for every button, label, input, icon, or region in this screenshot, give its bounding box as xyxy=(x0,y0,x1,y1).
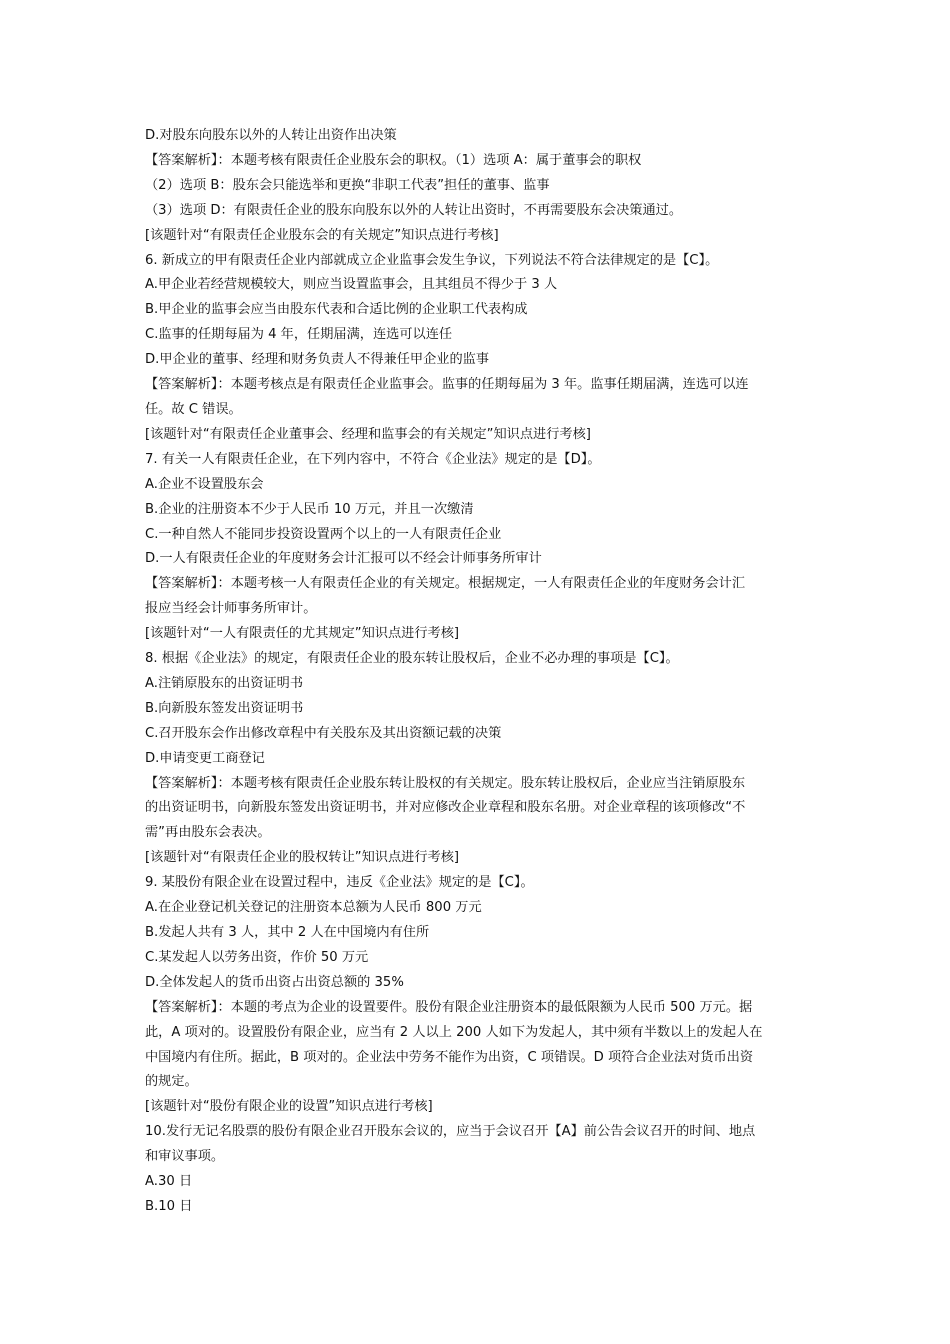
option-line: D.甲企业的董事、经理和财务负责人不得兼任甲企业的监事 xyxy=(145,352,490,368)
option-line: D.申请变更工商登记 xyxy=(145,750,265,766)
option-line: A.甲企业若经营规模较大，则应当设置监事会，且其组员不得少于 3 人 xyxy=(145,277,558,293)
document-body xyxy=(145,124,815,1220)
answer-explanation: 的规定。 xyxy=(145,1074,198,1090)
knowledge-point-note: [该题针对“有限责任企业股东会的有关规定”知识点进行考核] xyxy=(145,227,499,243)
answer-explanation: （2）选项 B：股东会只能选举和更换“非职工代表”担任的董事、监事 xyxy=(145,177,550,193)
answer-explanation: 中国境内有住所。据此，B 项对的。企业法中劳务不能作为出资，C 项错误。D 项符合企业法对货币出资 xyxy=(145,1049,754,1065)
question-10: 10.发行无记名股票的股份有限企业召开股东会议的，应当于会议召开【A】前公告会议召开的时间、地点 xyxy=(145,1124,756,1140)
option-line: C.某发起人以劳务出资，作价 50 万元 xyxy=(145,949,369,965)
option-line: A.30 日 xyxy=(145,1174,193,1190)
answer-explanation: 需”再由股东会表决。 xyxy=(145,825,271,841)
answer-explanation: 【答案解析】：本题考核点是有限责任企业监事会。监事的任期每届为 3 年。监事任期届满，连选可以连 xyxy=(145,377,749,393)
answer-explanation: 【答案解析】：本题考核有限责任企业股东转让股权的有关规定。股东转让股权后，企业应当注销原股东 xyxy=(145,775,746,791)
option-line: A.注销原股东的出资证明书 xyxy=(145,675,304,691)
knowledge-point-note: [该题针对“股份有限企业的设置”知识点进行考核] xyxy=(145,1099,433,1115)
option-line: B.发起人共有 3 人，其中 2 人在中国境内有住所 xyxy=(145,925,430,940)
option-line: B.向新股东签发出资证明书 xyxy=(145,700,304,716)
question-8: 8. 根据《企业法》的规定，有限责任企业的股东转让股权后，企业不必办理的事项是【C】。 xyxy=(145,651,679,667)
option-line: C.监事的任期每届为 4 年，任期届满，连选可以连任 xyxy=(145,327,453,343)
answer-explanation: （3）选项 D：有限责任企业的股东向股东以外的人转让出资时，不再需要股东会决策通过。 xyxy=(145,202,683,218)
option-line: C.一种自然人不能同步投资设置两个以上的一人有限责任企业 xyxy=(145,526,502,542)
option-line: D.一人有限责任企业的年度财务会计汇报可以不经会计师事务所审计 xyxy=(145,551,542,567)
question-7: 7. 有关一人有限责任企业，在下列内容中，不符合《企业法》规定的是【D】。 xyxy=(145,451,601,467)
answer-explanation: 任。故 C 错误。 xyxy=(145,401,242,417)
option-line: C.召开股东会作出修改章程中有关股东及其出资额记载的决策 xyxy=(145,725,502,741)
answer-explanation: 的出资证明书，向新股东签发出资证明书，并对应修改企业章程和股东名册。对企业章程的该项修改“不 xyxy=(145,800,746,816)
answer-explanation: 【答案解析】：本题考核一人有限责任企业的有关规定。根据规定，一人有限责任企业的年度财务会计汇 xyxy=(145,576,746,592)
question-9: 9. 某股份有限企业在设置过程中，违反《企业法》规定的是【C】。 xyxy=(145,875,534,891)
answer-explanation: 此，A 项对的。设置股份有限企业，应当有 2 人以上 200 人如下为发起人，其中须有半数以上的发起人在 xyxy=(145,1024,763,1040)
knowledge-point-note: [该题针对“有限责任企业董事会、经理和监事会的有关规定”知识点进行考核] xyxy=(145,426,591,442)
knowledge-point-note: [该题针对“有限责任企业的股权转让”知识点进行考核] xyxy=(145,850,460,866)
option-line: B.10 日 xyxy=(145,1198,193,1214)
option-line: A.企业不设置股东会 xyxy=(145,476,264,492)
option-line: D.全体发起人的货币出资占出资总额的 35% xyxy=(145,974,404,990)
option-line: D.对股东向股东以外的人转让出资作出决策 xyxy=(145,128,397,143)
option-line: B.企业的注册资本不少于人民币 10 万元，并且一次缴清 xyxy=(145,501,474,517)
knowledge-point-note: [该题针对“一人有限责任的尤其规定”知识点进行考核] xyxy=(145,626,460,642)
question-10: 和审议事项。 xyxy=(145,1149,225,1165)
answer-explanation: 报应当经会计师事务所审计。 xyxy=(145,601,317,617)
option-line: B.甲企业的监事会应当由股东代表和合适比例的企业职工代表构成 xyxy=(145,302,528,318)
answer-explanation: 【答案解析】：本题的考点为企业的设置要件。股份有限企业注册资本的最低限额为人民币 500 万元。据 xyxy=(145,999,753,1015)
option-line: A.在企业登记机关登记的注册资本总额为人民币 800 万元 xyxy=(145,900,482,916)
answer-explanation: 【答案解析】：本题考核有限责任企业股东会的职权。（1）选项 A：属于董事会的职权 xyxy=(145,152,642,168)
question-6: 6. 新成立的甲有限责任企业内部就成立企业监事会发生争议，下列说法不符合法律规定的是【C】。 xyxy=(145,252,719,268)
